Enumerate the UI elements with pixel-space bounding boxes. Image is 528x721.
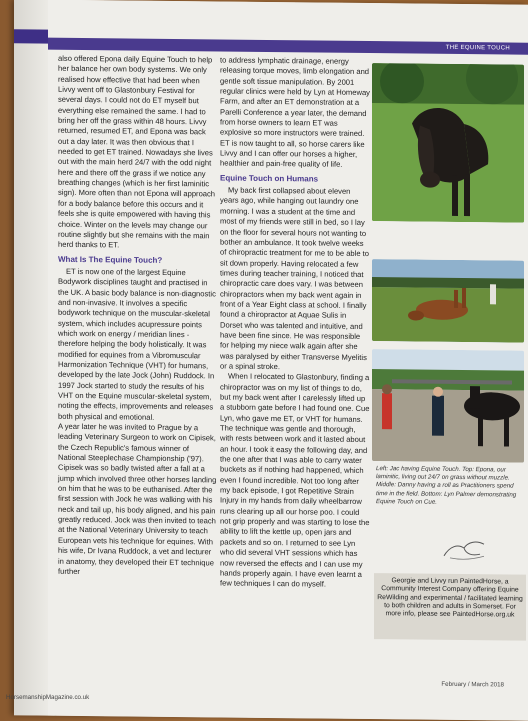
text-column-left xyxy=(58,54,218,579)
text-column-middle xyxy=(220,55,370,590)
paragraph: to address lymphatic drainage, energy releasing torque moves, limb elongation and gentle soft tissue manipulation. By 2001 regular clinics were held by Lyn at Homeway Farm, and after an ET demonstration at a Parelli Conference a year later, the demand from horse owners to learn ET was explosive so more instructors were trained. ET is now taught to all, so horse carers like Livvy and I can offer our horses a higher, healthier and pain-free quality of life. xyxy=(220,55,370,170)
paragraph: ET is now one of the largest Equine Bodywork disciplines taught and practised in the UK. A basic body balance is non-diagnostic and non-invasive. It involves a specific bodywork technique on the muscular-skeletal system, which includes acupressure points which work on energy / meridian lines - therefore helping the body holistically. It was modified for equines from a Vibromuscular Harmonization Technique (VHT) for humans, developed by the late Jock (John) Ruddock. In 1997 Jock started to study the results of his VHT on the Equine muscular-skeletal system, noting the effects, improvements and releases both physical and emotional. xyxy=(58,266,216,422)
promo-box: Georgie and Livvy run PaintedHorse, a Community Interest Company offering Equine ReWilding and experimental / facilitated learning to both children and adults in Somerset. For more info, please see PaintedHorse.org.uk xyxy=(374,573,526,641)
photo-demonstration xyxy=(372,349,524,463)
section-heading: What Is The Equine Touch? xyxy=(58,254,163,265)
paragraph: A year later he was invited to Prague by a leading Veterinary Surgeon to work on Cipisek, the Czech Republic's famous winner of National Steeplechase Championship ('97). Cipisek was so badly twisted after a fall at a jump which involved three other horses landing on him that he was to be euthanised. After the first session with Jock he was walking with his neck and tail up, his body aligned, and his pain greatly reduced. Jock was then invited to teach at the National Veterinary University to teach European vets his technique for equines. With his wife, Dr Ivana Ruddock, a vet and lecturer in anatomy, they developed their ET technique further xyxy=(58,421,217,576)
photo-horse-rolling xyxy=(372,259,524,343)
paintedhorse-logo-icon xyxy=(440,534,490,565)
magazine-spread xyxy=(14,0,528,721)
magazine-page xyxy=(48,0,528,721)
paragraph: When I relocated to Glastonbury, finding a chiropractor was on my list of things to do, but my back went after I carelessly lifted up a stubborn gate before I had found one. Cue Lyn, who gave me ET, or VHT for humans. The technique was gentle and thorough, with rests between work and it lasted about an hour. I took it easy the following day, and the one after that I was able to carry water buckets as if nothing had happened, which even I found incredible. Not too long after my back episode, I got Repetitive Strain Injury in my hands from daily wheelbarrow runs clearing up all our horse poo. I could not grip properly and was starting to lose the ability to lift the kettle up, open jars and packets and so on. I returned to see Lyn who did several VHT sessions which has now reversed the effects and I can use my hands properly again. I have even learnt a few techniques I can do myself. xyxy=(220,371,370,589)
photo-pony-on-grass xyxy=(372,63,524,223)
section-heading: Equine Touch on Humans xyxy=(220,173,319,184)
photo-caption: Left: Jac having Equine Touch. Top: Epona, our laminitic, living out 24/7 on grass without muzzle. Middle: Danny having a roll as Practitioners spend time in the field. Bottom: Lyn Palmer demonstrating Equine Touch on Cue. xyxy=(376,465,517,506)
section-label: THE EQUINE TOUCH xyxy=(445,44,510,52)
previous-page-header-bar xyxy=(14,29,50,43)
issue-date: February / March 2018 xyxy=(441,680,504,689)
magazine-url: HorsemanshipMagazine.co.uk xyxy=(6,694,90,701)
paragraph: My back first collapsed about eleven years ago, while hanging out laundry one morning. I was a student at the time and most of my friends were still in bed, so I lay on the floor for several hours not wanting to bother an ambulance. It took twelve weeks of chiropractic treatment for me to be able to sit down properly. Having relocated a few times during teacher training, I noticed that chiropractic care does vary. I was between chiropractors when my back went again in front of a Year Eight class at school. I finally found a chiropractor at Aquae Sulis in Dorset who was talented and intuitive, and have been fine since. He was responsible for helping my niece walk again after she was paralysed by either Transverse Myelitis or a spinal stroke. xyxy=(220,185,369,372)
paragraph: also offered Epona daily Equine Touch to help her balance her own body systems. We only realised how effective that had been when Livvy went off to Glastonbury Festival for several days. I could not do ET myself but everything else remained the same. I had to bring her off the grass within 48 hours. Livvy returned, resumed ET, and Epona was back out a day later. It was then obvious that I needed to get ET trained. Nowadays she lives out with the main herd 24/7 with the odd night here and there off the grass if we notice any breathing changes (which is her first laminitic sign). More often than not Epona will approach for a body balance before this occurs and it feels she is quite empowered with having this choice. Winter on the levels may change our routine slightly but she remains with the main herd thanks to ET. xyxy=(58,53,216,250)
